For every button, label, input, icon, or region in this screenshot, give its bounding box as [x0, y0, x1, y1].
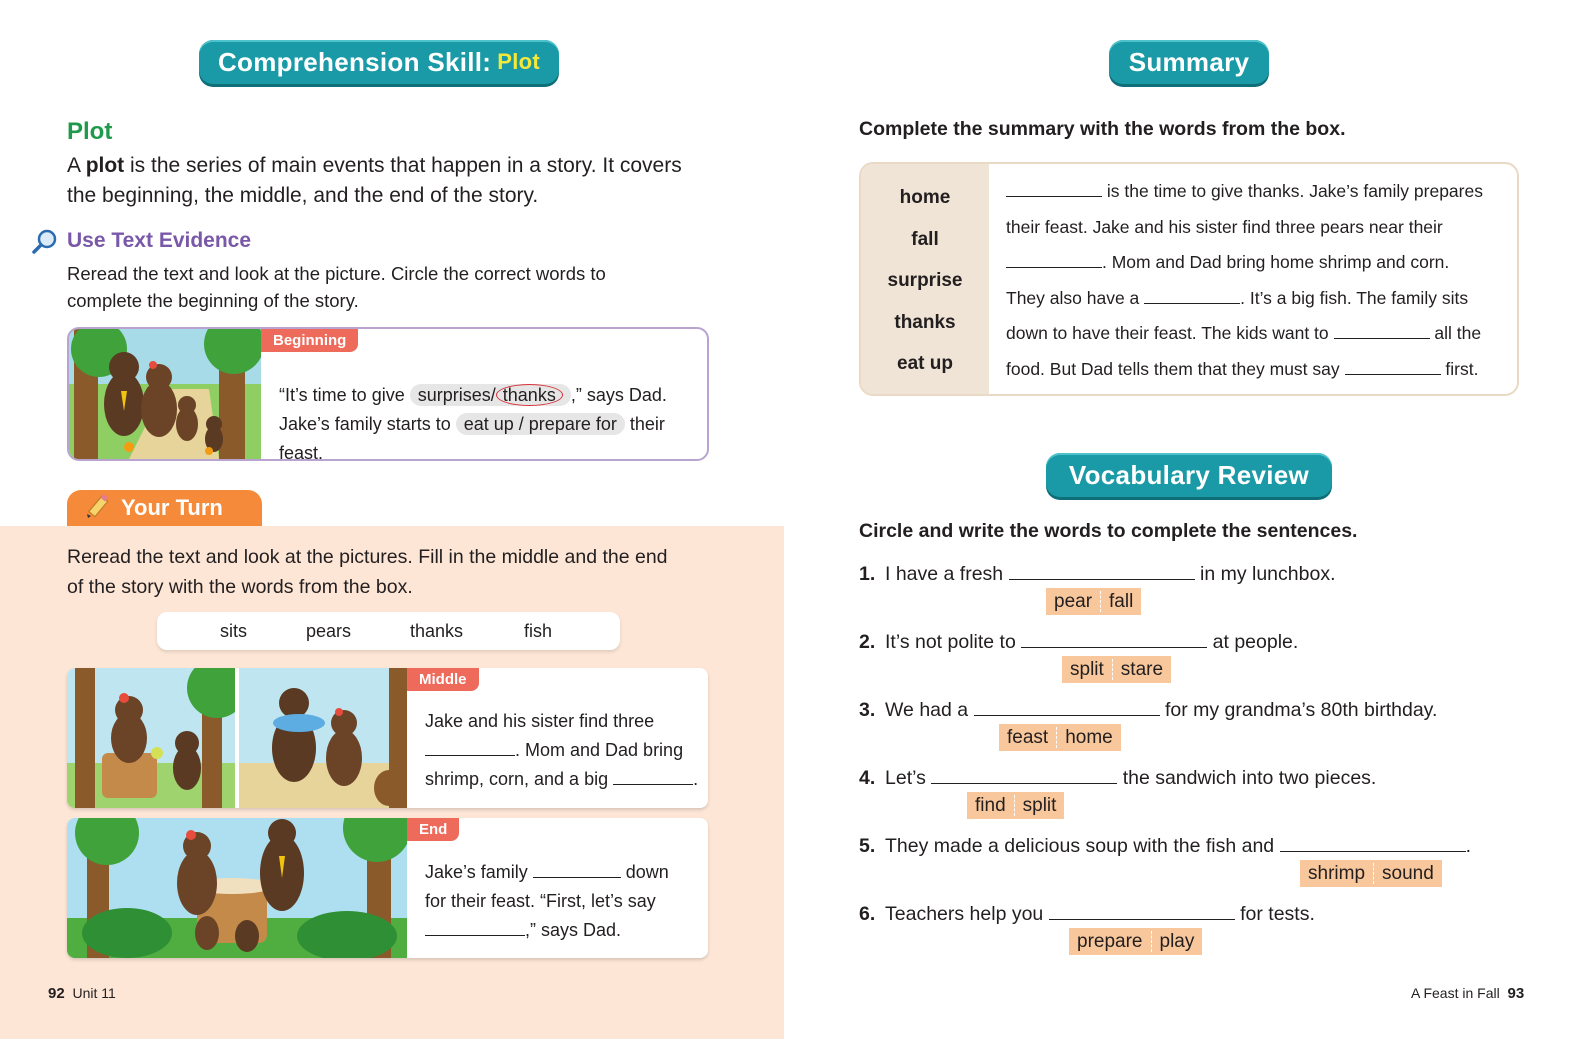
beginning-line1b: ,” says Dad.	[570, 385, 667, 405]
answer-blank[interactable]	[533, 860, 621, 878]
answer-blank[interactable]	[425, 738, 515, 756]
end-line3: ,” says Dad.	[525, 920, 622, 940]
your-turn-line2: of the story with the words from the box.	[67, 576, 413, 598]
summary-word: home	[899, 187, 951, 208]
choice-option[interactable]: split	[1022, 794, 1057, 816]
evidence-line1: Reread the text and look at the picture. Circle the correct words to	[67, 263, 606, 284]
plot-def-line2: the beginning, the middle, and the end of the story.	[67, 184, 539, 207]
middle-line1: Jake and his sister find three	[425, 711, 655, 731]
left-footer	[48, 985, 116, 1002]
page-number-left: 92	[48, 985, 65, 1002]
summary-word-bank	[861, 164, 989, 394]
unit-label: Unit 11	[72, 985, 116, 1001]
vocab-after: for my grandma’s 80th birthday.	[1164, 699, 1438, 721]
choice-option[interactable]: find	[975, 794, 1006, 816]
beginning-line1a: “It’s time to give	[279, 385, 405, 405]
word-box-item: pears	[306, 621, 352, 641]
answer-blank[interactable]	[931, 766, 1117, 784]
summary-line: their feast. Jake and his sister find three pears near their	[1006, 216, 1443, 237]
summary-line: is the time to give thanks. Jake’s family prepares	[1106, 181, 1483, 201]
answer-blank[interactable]	[1049, 902, 1235, 920]
middle-card	[67, 668, 708, 808]
summary-instruction: Complete the summary with the words from the box.	[859, 118, 1346, 140]
vocab-num: 1.	[859, 563, 876, 585]
vocab-before: Teachers help you	[885, 903, 1044, 925]
your-turn-label: Your Turn	[121, 495, 223, 520]
end-illustration	[67, 818, 407, 958]
summary-line: . Mom and Dad bring home shrimp and corn.	[1102, 252, 1450, 273]
beginning-choice-2: eat up / prepare for	[456, 413, 625, 435]
answer-blank[interactable]	[1280, 834, 1466, 852]
pencil-icon	[83, 494, 111, 522]
answer-blank[interactable]	[1009, 562, 1195, 580]
header-prefix: Comprehension Skill:	[217, 46, 492, 77]
vocab-after: the sandwich into two pieces.	[1122, 767, 1377, 789]
choice-option[interactable]: play	[1159, 930, 1195, 952]
summary-line: food. But Dad tells them that they must say	[1006, 358, 1340, 379]
beginning-card	[67, 327, 709, 461]
end-line1a: Jake’s family	[425, 862, 528, 882]
vocab-instruction: Circle and write the words to complete the sentences.	[859, 520, 1358, 542]
middle-text	[425, 707, 705, 794]
middle-illustration-2	[239, 668, 407, 808]
word-box-item: fish	[524, 621, 553, 641]
vocab-choices	[967, 792, 1064, 819]
summary-line: They also have a	[1006, 287, 1140, 308]
choice-option[interactable]: pear	[1054, 590, 1093, 612]
middle-line3-end: .	[693, 769, 699, 789]
answer-blank[interactable]	[1334, 321, 1430, 339]
choice-option[interactable]: split	[1070, 658, 1104, 680]
vocab-item	[859, 630, 1298, 654]
word-box-item: thanks	[410, 621, 464, 641]
vocab-choices	[999, 724, 1121, 751]
answer-blank[interactable]	[1006, 179, 1102, 197]
summary-line: . It’s a big fish. The family sits	[1240, 287, 1469, 308]
summary-word: fall	[911, 228, 939, 250]
your-turn-instructions	[67, 542, 747, 602]
answer-blank[interactable]	[1006, 250, 1102, 268]
vocab-num: 2.	[859, 631, 876, 653]
plot-def-text: A	[67, 154, 86, 177]
summary-line: first.	[1445, 358, 1479, 379]
end-line1b: down	[625, 862, 669, 882]
choice-option[interactable]: shrimp	[1308, 862, 1366, 884]
choice-thanks-circled: thanks	[496, 384, 563, 406]
vocab-before: We had a	[885, 699, 969, 721]
word-box	[157, 612, 620, 650]
vocab-choices	[1046, 588, 1141, 615]
answer-blank[interactable]	[1021, 630, 1207, 648]
vocab-choices	[1069, 928, 1202, 955]
plot-def-text-2: is the series of main events that happen in a story. It covers	[124, 154, 682, 177]
vocab-before: It’s not polite to	[885, 631, 1016, 653]
evidence-instructions	[67, 260, 747, 314]
header-highlight: Plot	[497, 49, 541, 74]
beginning-line2b: their feast.	[279, 414, 665, 461]
end-tag: End	[407, 818, 459, 841]
vocab-after: at people.	[1212, 631, 1299, 653]
answer-blank[interactable]	[425, 918, 525, 936]
plot-heading: Plot	[67, 118, 113, 145]
vocab-after: for tests.	[1240, 903, 1315, 925]
choice-option[interactable]: prepare	[1077, 930, 1143, 952]
vocab-after: .	[1465, 835, 1471, 857]
your-turn-tab	[67, 490, 262, 526]
vocab-item	[859, 902, 1315, 926]
beginning-choice-1	[410, 384, 571, 406]
story-title: A Feast in Fall	[1411, 985, 1500, 1001]
middle-tag: Middle	[407, 668, 479, 691]
page-number-right: 93	[1507, 985, 1525, 1002]
vocab-before: Let’s	[885, 767, 926, 789]
end-card	[67, 818, 708, 958]
choice-option[interactable]: sound	[1382, 862, 1434, 884]
vocab-item	[859, 698, 1437, 722]
middle-illustration-1	[67, 668, 235, 808]
answer-blank[interactable]	[613, 767, 693, 785]
vocab-num: 6.	[859, 903, 876, 925]
plot-def-bold: plot	[85, 154, 125, 177]
choice-option[interactable]: fall	[1109, 590, 1134, 612]
vocab-choices	[1300, 860, 1442, 887]
end-line2: for their feast. “First, let’s say	[425, 891, 656, 911]
middle-line3: shrimp, corn, and a big	[425, 769, 609, 789]
beginning-tag: Beginning	[261, 329, 358, 352]
evidence-heading: Use Text Evidence	[67, 229, 252, 252]
summary-header: Summary	[1109, 40, 1269, 84]
vocab-num: 4.	[859, 767, 876, 789]
choice-option[interactable]: feast	[1007, 726, 1049, 748]
summary-word: thanks	[894, 311, 956, 333]
magnifier-icon	[31, 228, 59, 256]
your-turn-line1: Reread the text and look at the pictures. Fill in the middle and the end	[67, 546, 668, 568]
vocab-item	[859, 766, 1376, 790]
summary-box	[859, 162, 1519, 396]
vocab-item	[859, 562, 1335, 586]
beginning-text	[279, 381, 709, 461]
choice-surprises: surprises	[417, 385, 491, 405]
vocab-num: 5.	[859, 835, 876, 857]
comprehension-skill-header	[199, 40, 559, 84]
vocab-header: Vocabulary Review	[1046, 453, 1332, 497]
beginning-line2a: Jake’s family starts to	[279, 414, 451, 434]
answer-blank[interactable]	[1144, 286, 1240, 304]
word-box-item: sits	[220, 621, 247, 641]
vocab-num: 3.	[859, 699, 876, 721]
vocab-item	[859, 834, 1471, 858]
answer-blank[interactable]	[1345, 357, 1441, 375]
evidence-line2: complete the beginning of the story.	[67, 290, 359, 311]
answer-blank[interactable]	[974, 698, 1160, 716]
vocab-before: I have a fresh	[885, 563, 1004, 585]
summary-line: all the	[1434, 323, 1482, 344]
choice-slash: /	[490, 385, 496, 405]
end-text	[425, 858, 705, 945]
summary-text	[1006, 174, 1511, 388]
summary-word: surprise	[887, 270, 963, 291]
vocab-before: They made a delicious soup with the fish and	[885, 835, 1275, 857]
right-footer	[1411, 985, 1524, 1002]
summary-word: eat up	[897, 353, 953, 374]
middle-line2: . Mom and Dad bring	[515, 740, 684, 760]
choice-option[interactable]: home	[1065, 726, 1113, 748]
summary-line: down to have their feast. The kids want to	[1006, 323, 1329, 344]
choice-option[interactable]: stare	[1120, 658, 1164, 680]
vocab-after: in my lunchbox.	[1200, 563, 1336, 585]
plot-definition	[67, 151, 747, 211]
beginning-illustration	[69, 329, 261, 459]
vocab-choices	[1062, 656, 1171, 683]
